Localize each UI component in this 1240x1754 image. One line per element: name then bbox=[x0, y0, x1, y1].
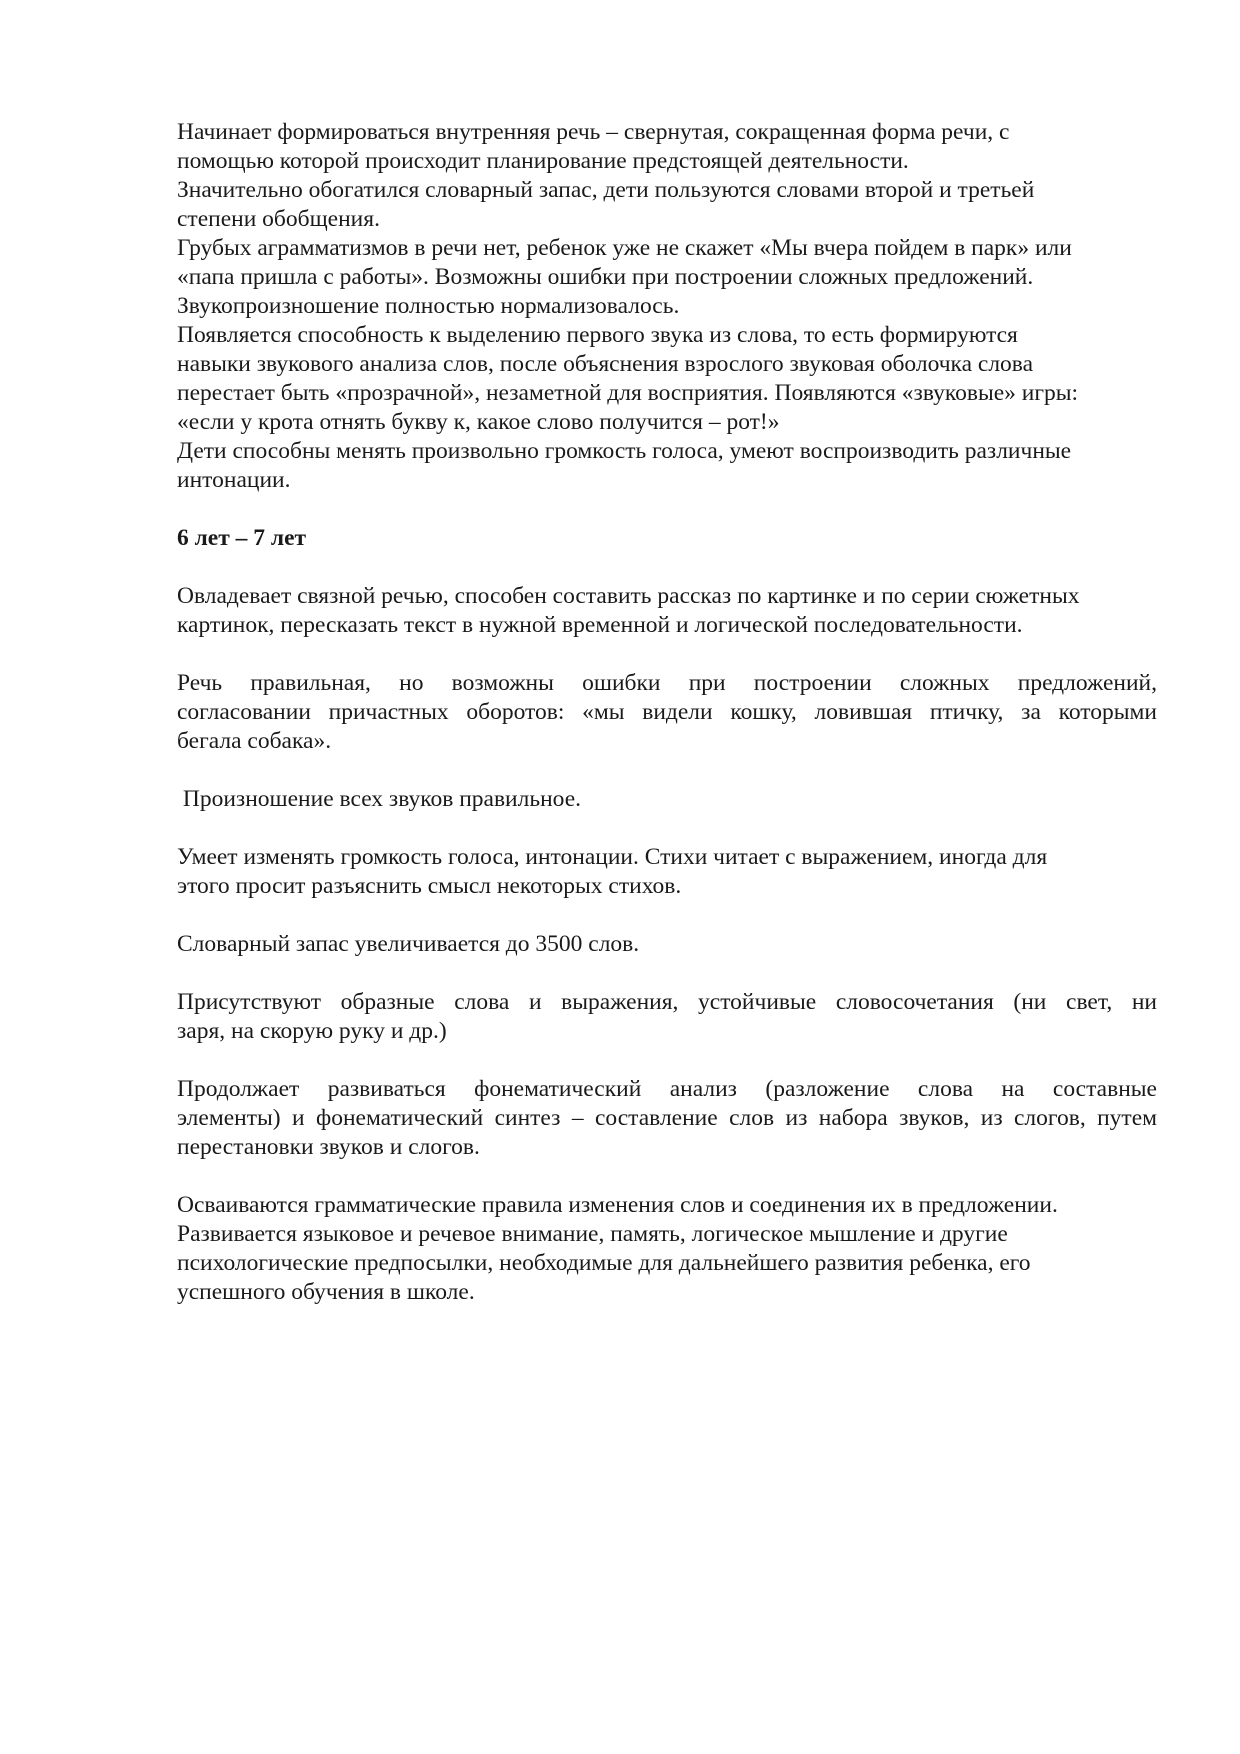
text-line: согласовании причастных оборотов: «мы видели кошку, ловившая птичку, за которыми bbox=[177, 699, 1157, 725]
text-line: перестановки звуков и слогов. bbox=[177, 1134, 480, 1160]
text-line: успешного обучения в школе. bbox=[177, 1279, 475, 1305]
paragraph-intonation bbox=[177, 843, 1157, 901]
paragraph-connected-speech bbox=[177, 582, 1157, 640]
paragraph-sound-pronunciation bbox=[177, 292, 1157, 321]
text-line: Осваиваются грамматические правила изменения слов и соединения их в предложении. bbox=[177, 1192, 1058, 1218]
text-line: Значительно обогатился словарный запас, дети пользуются словами второй и третьей bbox=[177, 177, 1035, 203]
text-line: Произношение всех звуков правильное. bbox=[177, 786, 581, 812]
spacer bbox=[177, 1162, 1157, 1191]
section-heading: 6 лет – 7 лет bbox=[177, 525, 307, 551]
text-line: Появляется способность к выделению первого звука из слова, то есть формируются bbox=[177, 322, 1018, 348]
text-line: перестает быть «прозрачной», незаметной для восприятия. Появляются «звуковые» игры: bbox=[177, 380, 1079, 406]
text-line: Овладевает связной речью, способен составить рассказ по картинке и по серии сюжетных bbox=[177, 583, 1080, 609]
text-line: этого просит разъяснить смысл некоторых стихов. bbox=[177, 873, 682, 899]
paragraph-inner-speech bbox=[177, 118, 1157, 176]
text-line: элементы) и фонематический синтез – составление слов из набора звуков, из слогов, путем bbox=[177, 1105, 1157, 1131]
text-line: Дети способны менять произвольно громкость голоса, умеют воспроизводить различные bbox=[177, 438, 1072, 464]
paragraph-agrammatisms bbox=[177, 234, 1157, 292]
paragraph-vocabulary-size bbox=[177, 930, 1157, 959]
text-line: картинок, пересказать текст в нужной временной и логической последовательности. bbox=[177, 612, 1023, 638]
text-line: степени обобщения. bbox=[177, 206, 380, 232]
text-line: интонации. bbox=[177, 467, 291, 493]
text-line: «папа пришла с работы». Возможны ошибки при построении сложных предложений. bbox=[177, 264, 1034, 290]
spacer bbox=[177, 814, 1157, 843]
text-line: «если у крота отнять букву к, какое слово получится – рот!» bbox=[177, 409, 780, 435]
text-line: Грубых аграмматизмов в речи нет, ребенок уже не скажет «Мы вчера пойдем в парк» или bbox=[177, 235, 1072, 261]
text-line: заря, на скорую руку и др.) bbox=[177, 1018, 447, 1044]
text-line: Начинает формироваться внутренняя речь – свернутая, сокращенная форма речи, с bbox=[177, 119, 1010, 145]
text-line: Речь правильная, но возможны ошибки при построении сложных предложений, bbox=[177, 670, 1157, 696]
text-line: навыки звукового анализа слов, после объяснения взрослого звуковая оболочка слова bbox=[177, 351, 1034, 377]
text-line: психологические предпосылки, необходимые для дальнейшего развития ребенка, его bbox=[177, 1250, 1031, 1276]
paragraph-pronunciation bbox=[177, 785, 1157, 814]
text-line: Продолжает развиваться фонематический анализ (разложение слова на составные bbox=[177, 1076, 1157, 1102]
paragraph-correct-speech bbox=[177, 669, 1157, 756]
paragraph-voice-volume bbox=[177, 437, 1157, 495]
spacer bbox=[177, 640, 1157, 669]
paragraph-vocabulary bbox=[177, 176, 1157, 234]
paragraph-grammar-rules bbox=[177, 1191, 1157, 1307]
spacer bbox=[177, 553, 1157, 582]
spacer bbox=[177, 756, 1157, 785]
text-line: Развивается языковое и речевое внимание, память, логическое мышление и другие bbox=[177, 1221, 1008, 1247]
paragraph-sound-analysis bbox=[177, 321, 1157, 437]
spacer bbox=[177, 959, 1157, 988]
text-line: Словарный запас увеличивается до 3500 слов. bbox=[177, 931, 640, 957]
text-line: помощью которой происходит планирование предстоящей деятельности. bbox=[177, 148, 909, 174]
spacer bbox=[177, 495, 1157, 524]
paragraph-figurative-words bbox=[177, 988, 1157, 1046]
text-line: бегала собака». bbox=[177, 728, 332, 754]
text-line: Звукопроизношение полностью нормализовалось. bbox=[177, 293, 680, 319]
paragraph-phonemic-analysis bbox=[177, 1075, 1157, 1162]
spacer bbox=[177, 1046, 1157, 1075]
text-line: Присутствуют образные слова и выражения, устойчивые словосочетания (ни свет, ни bbox=[177, 989, 1157, 1015]
text-line: Умеет изменять громкость голоса, интонации. Стихи читает с выражением, иногда для bbox=[177, 844, 1048, 870]
page-content bbox=[177, 118, 1157, 1307]
spacer bbox=[177, 901, 1157, 930]
